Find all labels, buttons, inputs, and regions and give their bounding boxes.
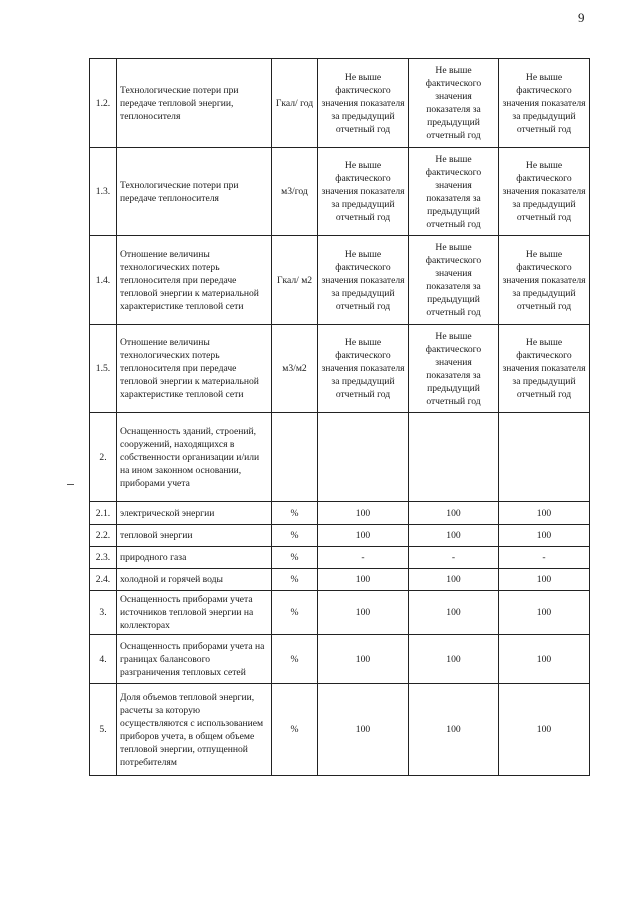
table-row [90, 635, 590, 684]
target-value: 100 [318, 569, 409, 591]
target-value: Не выше фактического значения показателя за предыдущий отчетный год [409, 59, 499, 148]
target-value: 100 [499, 502, 590, 525]
target-value: - [499, 547, 590, 569]
indicator-name: Доля объемов тепловой энергии, расчеты за которую осуществляются с использованием приборов учета, в общем объеме тепловой энергии, отпущенной потребителям [117, 684, 272, 776]
table-row [90, 591, 590, 635]
unit-of-measure: м3/м2 [272, 325, 318, 413]
target-value: Не выше фактического значения показателя за предыдущий отчетный год [318, 236, 409, 325]
indicators-table [89, 58, 590, 776]
unit-of-measure: Гкал/ м2 [272, 236, 318, 325]
target-value: 100 [499, 684, 590, 776]
row-number: 1.5. [90, 325, 117, 413]
unit-of-measure: % [272, 635, 318, 684]
unit-of-measure: % [272, 525, 318, 547]
indicators-table-body [90, 59, 590, 776]
target-value: Не выше фактического значения показателя за предыдущий отчетный год [409, 148, 499, 236]
indicator-name: электрической энергии [117, 502, 272, 525]
target-value [409, 413, 499, 502]
target-value: Не выше фактического значения показателя за предыдущий отчетный год [499, 148, 590, 236]
table-row [90, 148, 590, 236]
indicator-name: Отношение величины технологических потерь теплоносителя при передаче тепловой энергии к материальной характеристике тепловой сети [117, 236, 272, 325]
row-number: 1.4. [90, 236, 117, 325]
target-value: 100 [499, 635, 590, 684]
margin-mark [67, 484, 74, 485]
row-number: 2.3. [90, 547, 117, 569]
row-number: 3. [90, 591, 117, 635]
unit-of-measure: Гкал/ год [272, 59, 318, 148]
row-number: 1.3. [90, 148, 117, 236]
indicator-name: Оснащенность приборами учета источников тепловой энергии на коллекторах [117, 591, 272, 635]
target-value: 100 [318, 591, 409, 635]
target-value: Не выше фактического значения показателя за предыдущий отчетный год [499, 59, 590, 148]
row-number: 4. [90, 635, 117, 684]
table-row [90, 236, 590, 325]
indicator-name: Оснащенность приборами учета на границах балансового разграничения тепловых сетей [117, 635, 272, 684]
unit-of-measure: % [272, 502, 318, 525]
table-row [90, 59, 590, 148]
target-value: Не выше фактического значения показателя за предыдущий отчетный год [409, 236, 499, 325]
target-value: Не выше фактического значения показателя за предыдущий отчетный год [318, 325, 409, 413]
unit-of-measure [272, 413, 318, 502]
target-value [318, 413, 409, 502]
unit-of-measure: % [272, 591, 318, 635]
target-value: Не выше фактического значения показателя за предыдущий отчетный год [499, 325, 590, 413]
target-value: Не выше фактического значения показателя за предыдущий отчетный год [318, 148, 409, 236]
row-number: 2.4. [90, 569, 117, 591]
unit-of-measure: м3/год [272, 148, 318, 236]
target-value: 100 [499, 569, 590, 591]
target-value: - [318, 547, 409, 569]
table-row [90, 525, 590, 547]
row-number: 2.1. [90, 502, 117, 525]
row-number: 1.2. [90, 59, 117, 148]
target-value: 100 [409, 635, 499, 684]
target-value: 100 [409, 684, 499, 776]
target-value: 100 [409, 569, 499, 591]
target-value: 100 [409, 591, 499, 635]
target-value: 100 [318, 684, 409, 776]
table-row [90, 569, 590, 591]
target-value: Не выше фактического значения показателя за предыдущий отчетный год [409, 325, 499, 413]
target-value: 100 [318, 635, 409, 684]
unit-of-measure: % [272, 569, 318, 591]
page-number: 9 [578, 10, 585, 25]
table-row [90, 547, 590, 569]
target-value: Не выше фактического значения показателя за предыдущий отчетный год [318, 59, 409, 148]
indicator-name: Технологические потери при передаче теплоносителя [117, 148, 272, 236]
row-number: 5. [90, 684, 117, 776]
target-value: 100 [409, 525, 499, 547]
unit-of-measure: % [272, 547, 318, 569]
target-value: 100 [499, 525, 590, 547]
target-value: Не выше фактического значения показателя за предыдущий отчетный год [499, 236, 590, 325]
indicator-name: тепловой энергии [117, 525, 272, 547]
target-value: - [409, 547, 499, 569]
indicator-name: холодной и горячей воды [117, 569, 272, 591]
table-row [90, 413, 590, 502]
table-row [90, 502, 590, 525]
target-value: 100 [409, 502, 499, 525]
indicator-name: природного газа [117, 547, 272, 569]
indicator-name: Технологические потери при передаче тепловой энергии, теплоносителя [117, 59, 272, 148]
row-number: 2.2. [90, 525, 117, 547]
unit-of-measure: % [272, 684, 318, 776]
indicator-name: Отношение величины технологических потерь теплоносителя при передаче тепловой энергии к материальной характеристике тепловой сети [117, 325, 272, 413]
target-value: 100 [318, 525, 409, 547]
indicator-name: Оснащенность зданий, строений, сооружений, находящихся в собственности организации и/или на ином законном основании, приборами учета [117, 413, 272, 502]
table-row [90, 325, 590, 413]
table-row [90, 684, 590, 776]
target-value: 100 [499, 591, 590, 635]
row-number: 2. [90, 413, 117, 502]
target-value [499, 413, 590, 502]
target-value: 100 [318, 502, 409, 525]
